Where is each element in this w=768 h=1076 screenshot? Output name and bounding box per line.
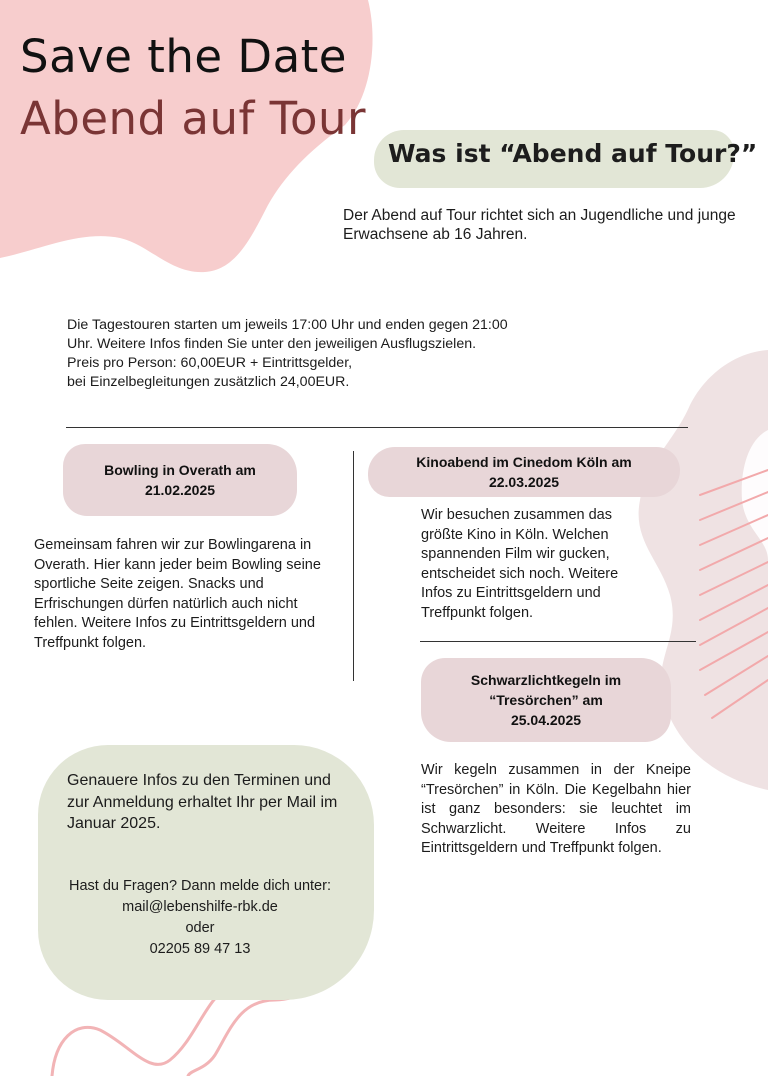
intro-text: Der Abend auf Tour richtet sich an Jugendliche und junge Erwachsene ab 16 Jahren.: [343, 207, 736, 243]
contact-question: Hast du Fragen? Dann melde dich unter:: [69, 878, 331, 894]
event-title-line: Kinoabend im Cinedom Köln am: [416, 454, 632, 470]
event-title-line: Bowling in Overath am: [104, 462, 256, 478]
divider-horizontal-right: [420, 641, 696, 642]
title-abend-auf-tour: Abend auf Tour: [20, 92, 367, 145]
contact-phone[interactable]: 02205 89 47 13: [149, 941, 251, 957]
event-kino-text: Wir besuchen zusammen das größte Kino in Köln. Welchen spannenden Film wir gucken, entscheidet sich noch. Weitere Infos zu Eintrittsgeldern und Treffpunkt folgen.: [421, 507, 619, 621]
contact-email-link[interactable]: mail@lebenshilfe-rbk.de: [122, 899, 278, 915]
event-date: 25.04.2025: [510, 712, 582, 728]
tours-info-line: bei Einzelbegleitungen zusätzlich 24,00EUR.: [67, 374, 350, 390]
tours-info-line: Preis pro Person: 60,00EUR + Eintrittsgelder,: [67, 355, 353, 371]
event-date: 21.02.2025: [144, 482, 216, 498]
whatis-heading: Was ist “Abend auf Tour?”: [388, 139, 758, 168]
event-kino-title: [368, 447, 680, 497]
event-title-line: “Tresörchen” am: [489, 692, 603, 708]
event-bowling-text: Gemeinsam fahren wir zur Bowlingarena in Overath. Hier kann jeder beim Bowling seine sportliche Seite zeigen. Snacks und Erfrischungen dürfen natürlich auch nicht fehlen. Weitere Infos zu Eintrittsgeldern und Treffpunkt folgen.: [34, 537, 321, 651]
divider-horizontal-top: [66, 427, 688, 428]
event-kegeln-text: Wir kegeln zusammen in der Kneipe “Tresörchen” in Köln. Die Kegelbahn hier ist ganz besonders: sie leuchtet im Schwarzlicht. Weitere Infos zu Eintrittsgeldern und Treffpunkt folgen.: [421, 762, 691, 856]
contact-lead-text: Genauere Infos zu den Terminen und zur Anmeldung erhaltet Ihr per Mail im Januar 2025.: [67, 772, 338, 832]
tours-info-line: Die Tagestouren starten um jeweils 17:00 Uhr und enden gegen 21:00: [67, 317, 508, 333]
tours-info: [67, 316, 587, 392]
title-save-the-date: Save the Date: [20, 30, 347, 83]
event-date: 22.03.2025: [488, 474, 560, 490]
divider-vertical: [353, 451, 354, 681]
event-bowling-title: [63, 444, 297, 516]
contact-details: [40, 876, 360, 960]
event-title-line: Schwarzlichtkegeln im: [470, 672, 622, 688]
tours-info-line: Uhr. Weitere Infos finden Sie unter den jeweiligen Ausflugszielen.: [67, 336, 477, 352]
event-kegeln-title: [421, 658, 671, 742]
contact-or: oder: [185, 920, 215, 936]
